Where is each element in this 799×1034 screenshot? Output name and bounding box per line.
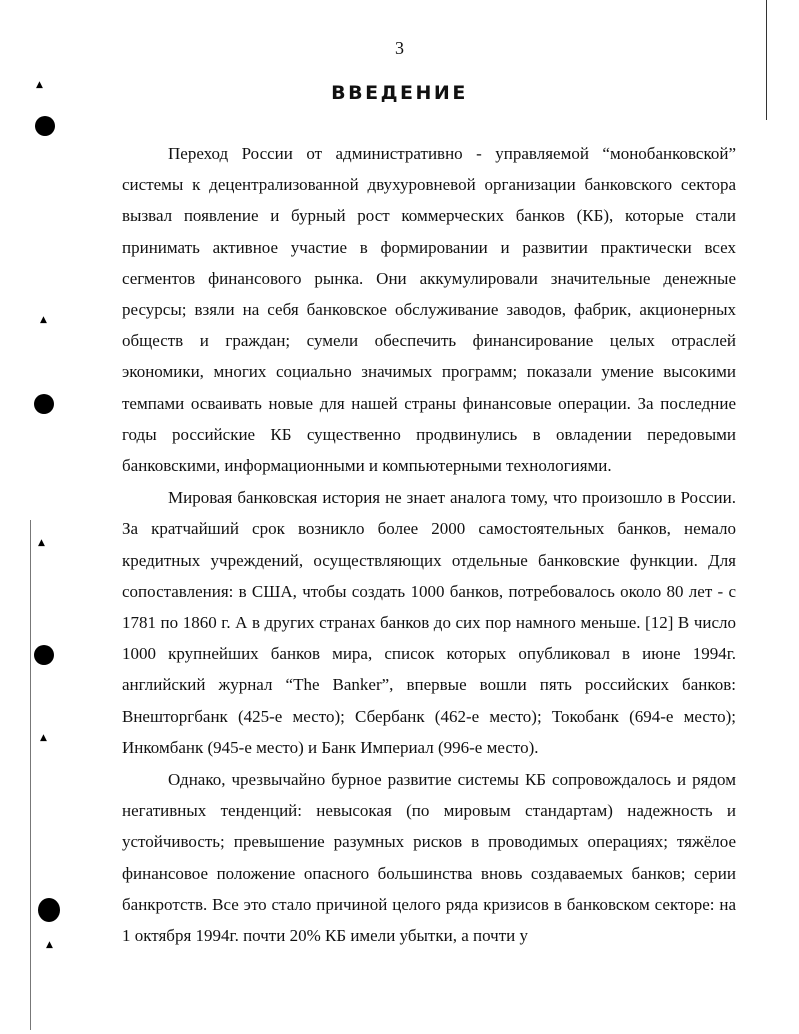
body-text: [122, 138, 736, 951]
scan-mark: ▲: [46, 940, 53, 950]
punch-hole: [34, 645, 54, 665]
binding-edge-line: [30, 520, 31, 1030]
scan-mark: ▲: [40, 733, 47, 743]
page-number: 3: [395, 38, 404, 58]
scan-mark: ▲: [38, 538, 45, 548]
scan-mark: ▲: [36, 80, 43, 90]
paragraph: Переход России от административно - управляемой “монобанковской” системы к децентрализованной двухуровневой организации банковского сектора вызвал появление и бурный рост коммерческих банков (КБ), которые стали принимать активное участие в формировании и развитии практически всех сегментов финансового рынка. Они аккумулировали значительные денежные ресурсы; взяли на себя банковское обслуживание заводов, фабрик, акционерных обществ и граждан; сумели обеспечить финансирование целых отраслей экономики, многих социально значимых программ; показали умение высокими темпами осваивать новые для нашей страны финансовые операции. За последние годы российские КБ существенно продвинулись в овладении передовыми банковскими, информационными и компьютерными технологиями.: [122, 144, 736, 476]
page-title: ВВЕДЕНИЕ: [331, 82, 468, 104]
punch-hole: [38, 898, 60, 922]
punch-hole: [34, 394, 54, 414]
paragraph: Однако, чрезвычайно бурное развитие системы КБ сопровождалось и рядом негативных тенденций: невысокая (по мировым стандартам) надежность и устойчивость; превышение разумных рисков в проводимых операциях; тяжёлое финансовое положение опасного большинства вновь создаваемых банков; серии банкротств. Все это стало причиной целого ряда кризисов в банковском секторе: на 1 октября 1994г. почти 20% КБ имели убытки, а почти у: [122, 770, 736, 946]
punch-hole: [35, 116, 55, 136]
scan-mark: ▲: [40, 315, 47, 325]
paragraph: Мировая банковская история не знает аналога тому, что произошло в России. За кратчайший срок возникло более 2000 самостоятельных банков, немало кредитных учреждений, осуществляющих отдельные банковские функции. Для сопоставления: в США, чтобы создать 1000 банков, потребовалось около 80 лет - с 1781 по 1860 г. А в других странах банков до сих пор намного меньше. [12] В число 1000 крупнейших банков мира, список которых опубликовал в июне 1994г. английский журнал “The Banker”, впервые вошли пять российских банков: Внешторгбанк (425-е место); Сбербанк (462-е место); Токобанк (694-е место); Инкомбанк (945-е место) и Банк Империал (996-е место).: [122, 488, 736, 757]
